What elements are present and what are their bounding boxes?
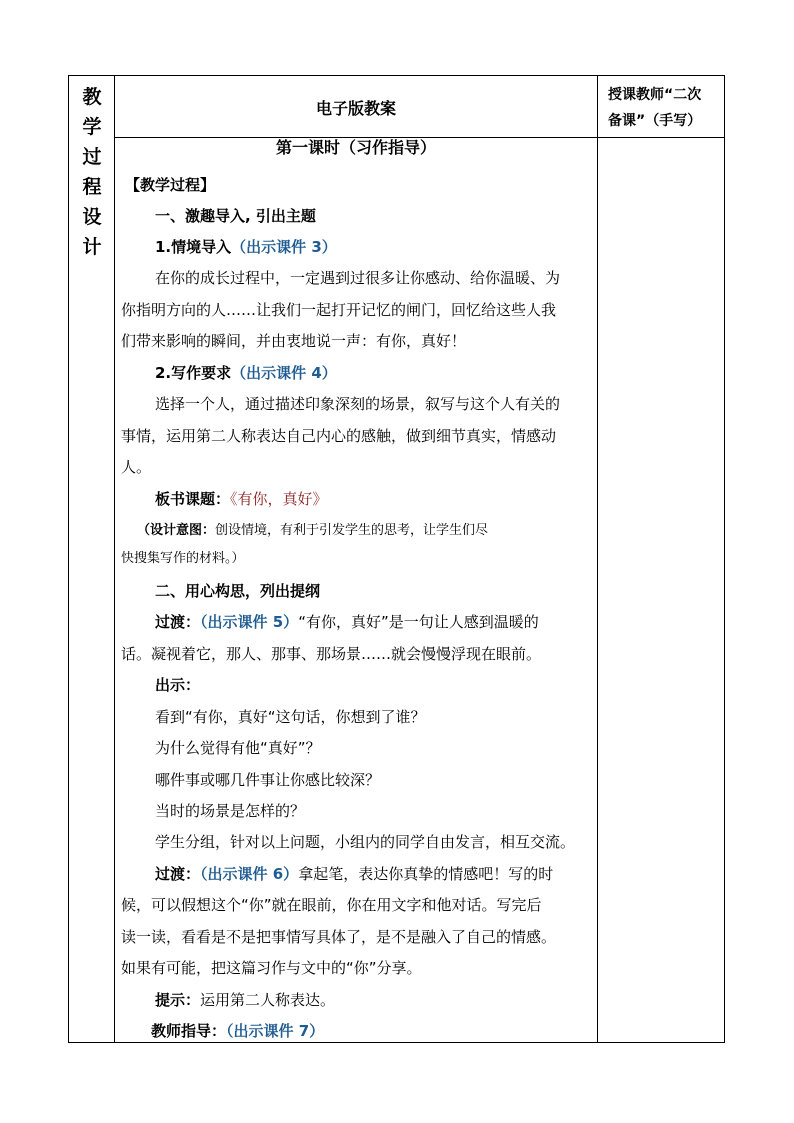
paragraph-line: 学生分组，针对以上问题，小组内的同学自由发言，相互交流。 (155, 833, 576, 851)
side-label-char: 计 (82, 236, 102, 258)
side-label-char: 学 (82, 116, 102, 138)
header-teacher-notes (598, 76, 726, 138)
divider (597, 76, 598, 1042)
courseware-ref: （出示课件 6） (200, 865, 299, 883)
side-label-column (69, 76, 115, 262)
paragraph-line: 候，可以假想这个“你”就在眼前，你在用文字和他对话。写完后 (121, 896, 542, 914)
paragraph-line: 在你的成长过程中，一定遇到过很多让你感动、给你温暖、为 (155, 269, 561, 287)
board-title: 《有你，真好》 (230, 490, 328, 508)
header-right-line: 授课教师“二次 (608, 87, 702, 103)
item-label: 2.写作要求 (155, 364, 232, 382)
design-intent-line: 快搜集写作的材料。） (121, 551, 245, 566)
side-label-char: 过 (82, 146, 102, 168)
teacher-label: 教师指导： (151, 1022, 227, 1040)
paragraph-line: 人。 (121, 458, 152, 476)
paragraph-line: 如果有可能，把这篇习作与文中的“你”分享。 (121, 959, 422, 977)
courseware-ref: （出示课件 4） (231, 364, 337, 382)
side-label-char: 教 (82, 86, 102, 108)
paragraph-line: 你指明方向的人……让我们一起打开记忆的闸门，回忆给这些人我 (121, 301, 557, 319)
section1-heading: 一、激趣导入, 引出主题 (155, 207, 316, 225)
teacher-guidance-line (115, 1021, 597, 1041)
process-heading: 【教学过程】 (125, 176, 216, 194)
transition-label: 过渡： (155, 865, 201, 883)
courseware-ref: （出示课件 7） (226, 1022, 325, 1040)
courseware-ref: （出示课件 3） (231, 238, 337, 256)
paragraph-line: 话。凝视着它，那人、那事、那场景……就会慢慢浮现在眼前。 (121, 645, 542, 663)
section2-heading: 二、用心构思，列出提纲 (155, 582, 321, 600)
transition-line (115, 612, 597, 632)
courseware-ref: （出示课件 5） (200, 613, 299, 631)
s1-item2 (115, 363, 597, 383)
transition-text: 拿起笔，表达你真挚的情感吧！写的时 (298, 865, 554, 883)
show-label: 出示： (155, 676, 201, 694)
design-label: （设计意图： (137, 523, 216, 538)
paragraph-line: 事情，运用第二人称表达自己内心的感触，做到细节真实，情感动 (121, 427, 557, 445)
s1-item1 (115, 237, 597, 257)
side-label-char: 设 (82, 206, 102, 228)
design-text: 创设情境，有利于引发学生的思考，让学生们尽 (215, 523, 489, 538)
question-line: 当时的场景是怎样的？ (155, 802, 306, 820)
header-right-line: 备课”（手写） (608, 113, 702, 129)
question-line: 看到“有你，真好“这句话，你想到了谁？ (155, 708, 426, 726)
transition-text: “有你，真好”是一句让人感到温暖的 (298, 613, 539, 631)
item-label: 1.情境导入 (155, 238, 232, 256)
question-line: 为什么觉得有他“真好”？ (155, 739, 321, 757)
paragraph-line: 选择一个人，通过描述印象深刻的场景，叙写与这个人有关的 (155, 395, 561, 413)
header-electronic-plan: 电子版教案 (315, 98, 396, 118)
design-intent-line (115, 521, 597, 541)
hint-text: 运用第二人称表达。 (200, 991, 336, 1009)
paragraph-line: 们带来影响的瞬间，并由衷地说一声：有你，真好！ (121, 332, 467, 350)
question-line: 哪件事或哪几件事让你感比较深？ (155, 771, 381, 789)
transition-line (115, 864, 597, 884)
paragraph-line: 读一读，看看是不是把事情写具体了，是不是融入了自己的情感。 (121, 928, 557, 946)
board-title-line (115, 489, 597, 509)
hint-label: 提示： (155, 991, 201, 1009)
lesson-title: 第一课时（习作指导） (275, 138, 436, 157)
transition-label: 过渡： (155, 613, 201, 631)
lesson-plan-table (68, 75, 725, 1043)
board-label: 板书课题： (155, 490, 231, 508)
side-label-char: 程 (82, 176, 102, 198)
hint-line (115, 990, 597, 1010)
